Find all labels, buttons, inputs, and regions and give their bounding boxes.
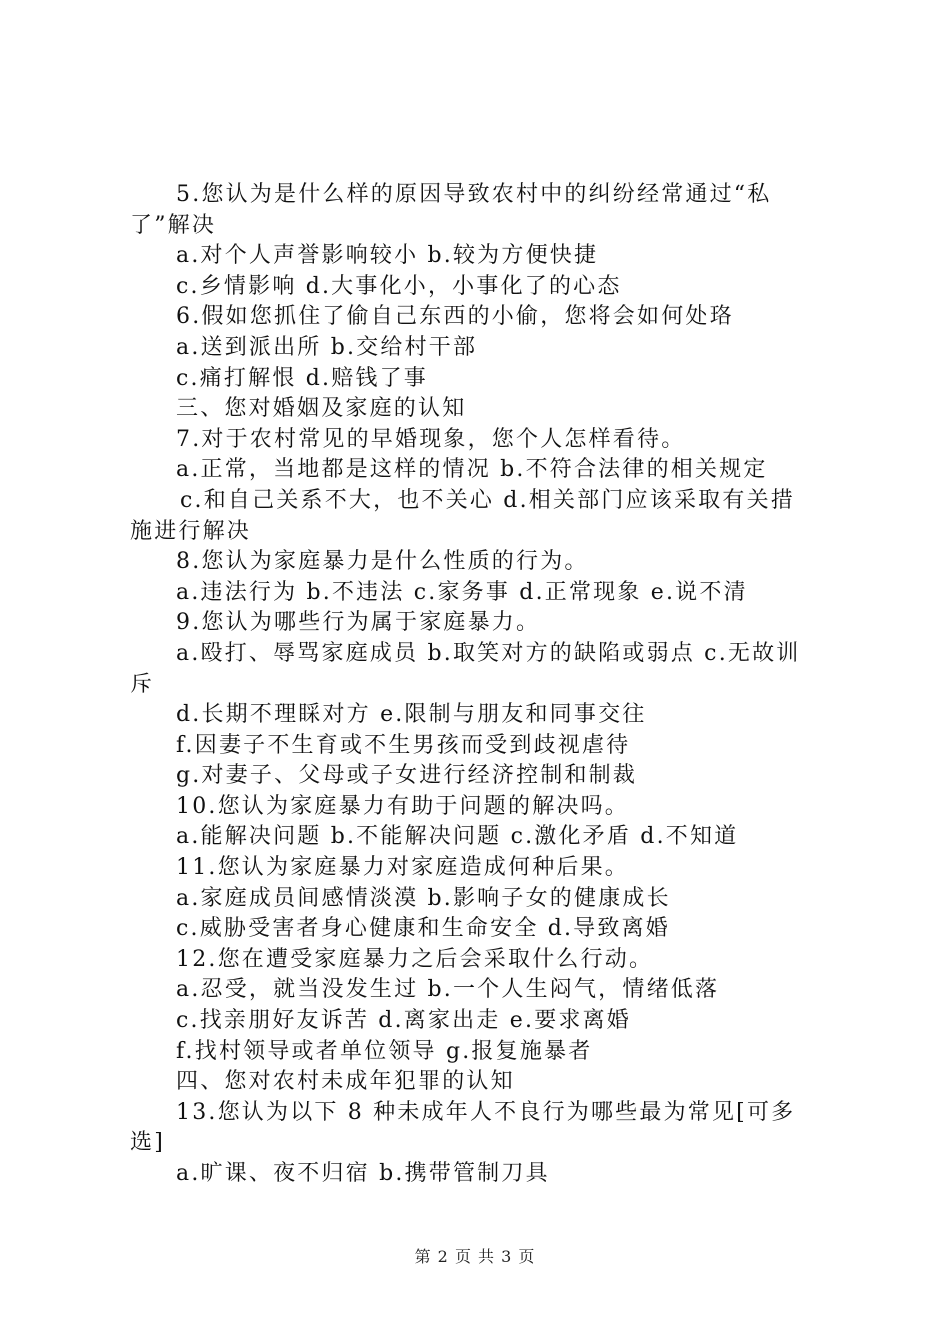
text-line: c.找亲朋好友诉苦 d.离家出走 e.要求离婚 [176,1008,631,1034]
text-line: d.长期不理睬对方 e.限制与朋友和同事交往 [176,702,647,728]
text-line: g.对妻子、父母或子女进行经济控制和制裁 [176,763,638,789]
text-line: f.因妻子不生育或不生男孩而受到歧视虐待 [176,732,631,758]
text-line: a.送到派出所 b.交给村干部 [176,334,478,360]
text-line: 13.您认为以下 8 种未成年人不良行为哪些最为常见[可多 [176,1099,796,1125]
text-line: 了”解决 [130,212,217,238]
text-line: 三、您对婚姻及家庭的认知 [176,396,467,422]
text-line: a.违法行为 b.不违法 c.家务事 d.正常现象 e.说不清 [176,579,748,605]
text-line: 10.您认为家庭暴力有助于问题的解决吗。 [176,793,629,819]
text-line: 8.您认为家庭暴力是什么性质的行为。 [176,549,589,575]
text-line: a.忍受，就当没发生过 b.一个人生闷气，情绪低落 [176,977,720,1003]
text-line: a.旷课、夜不归宿 b.携带管制刀具 [176,1161,550,1186]
text-line: 选] [130,1130,165,1156]
text-line: 7.对于农村常见的早婚现象，您个人怎样看待。 [176,426,686,452]
page-footer: 第 2 页 共 3 页 [414,1247,536,1266]
text-line: 5.您认为是什么样的原因导致农村中的纠纷经常通过“私 [176,182,772,207]
text-line: a.殴打、辱骂家庭成员 b.取笑对方的缺陷或弱点 c.无故训 [176,640,801,666]
text-line: 6.假如您抓住了偷自己东西的小偷，您将会如何处珞 [176,304,734,330]
text-line: a.家庭成员间感情淡漠 b.影响子女的健康成长 [176,885,671,911]
text-line: a.能解决问题 b.不能解决问题 c.激化矛盾 d.不知道 [176,824,739,850]
text-line: c.乡情影响 d.大事化小，小事化了的心态 [176,273,622,299]
text-line: 12.您在遭受家庭暴力之后会采取什么行动。 [176,946,654,972]
text-line: a.对个人声誉影响较小 b.较为方便快捷 [176,243,599,269]
text-line: c.痛打解恨 d.赔钱了事 [176,365,428,391]
text-line: 四、您对农村未成年犯罪的认知 [176,1069,515,1095]
text-line: 施进行解决 [130,518,252,544]
text-line: c.威胁受害者身心健康和生命安全 d.导致离婚 [176,916,670,942]
text-line: f.找村领导或者单位领导 g.报复施暴者 [176,1038,593,1064]
text-line: a.正常，当地都是这样的情况 b.不符合法律的相关规定 [176,457,768,483]
text-line: c.和自己关系不大，也不关心 d.相关部门应该采取有关措 [180,487,795,513]
text-line: 11.您认为家庭暴力对家庭造成何种后果。 [176,855,629,881]
text-line: 9.您认为哪些行为属于家庭暴力。 [176,610,541,636]
document-body [130,180,830,1190]
text-line: 斥 [130,671,155,697]
